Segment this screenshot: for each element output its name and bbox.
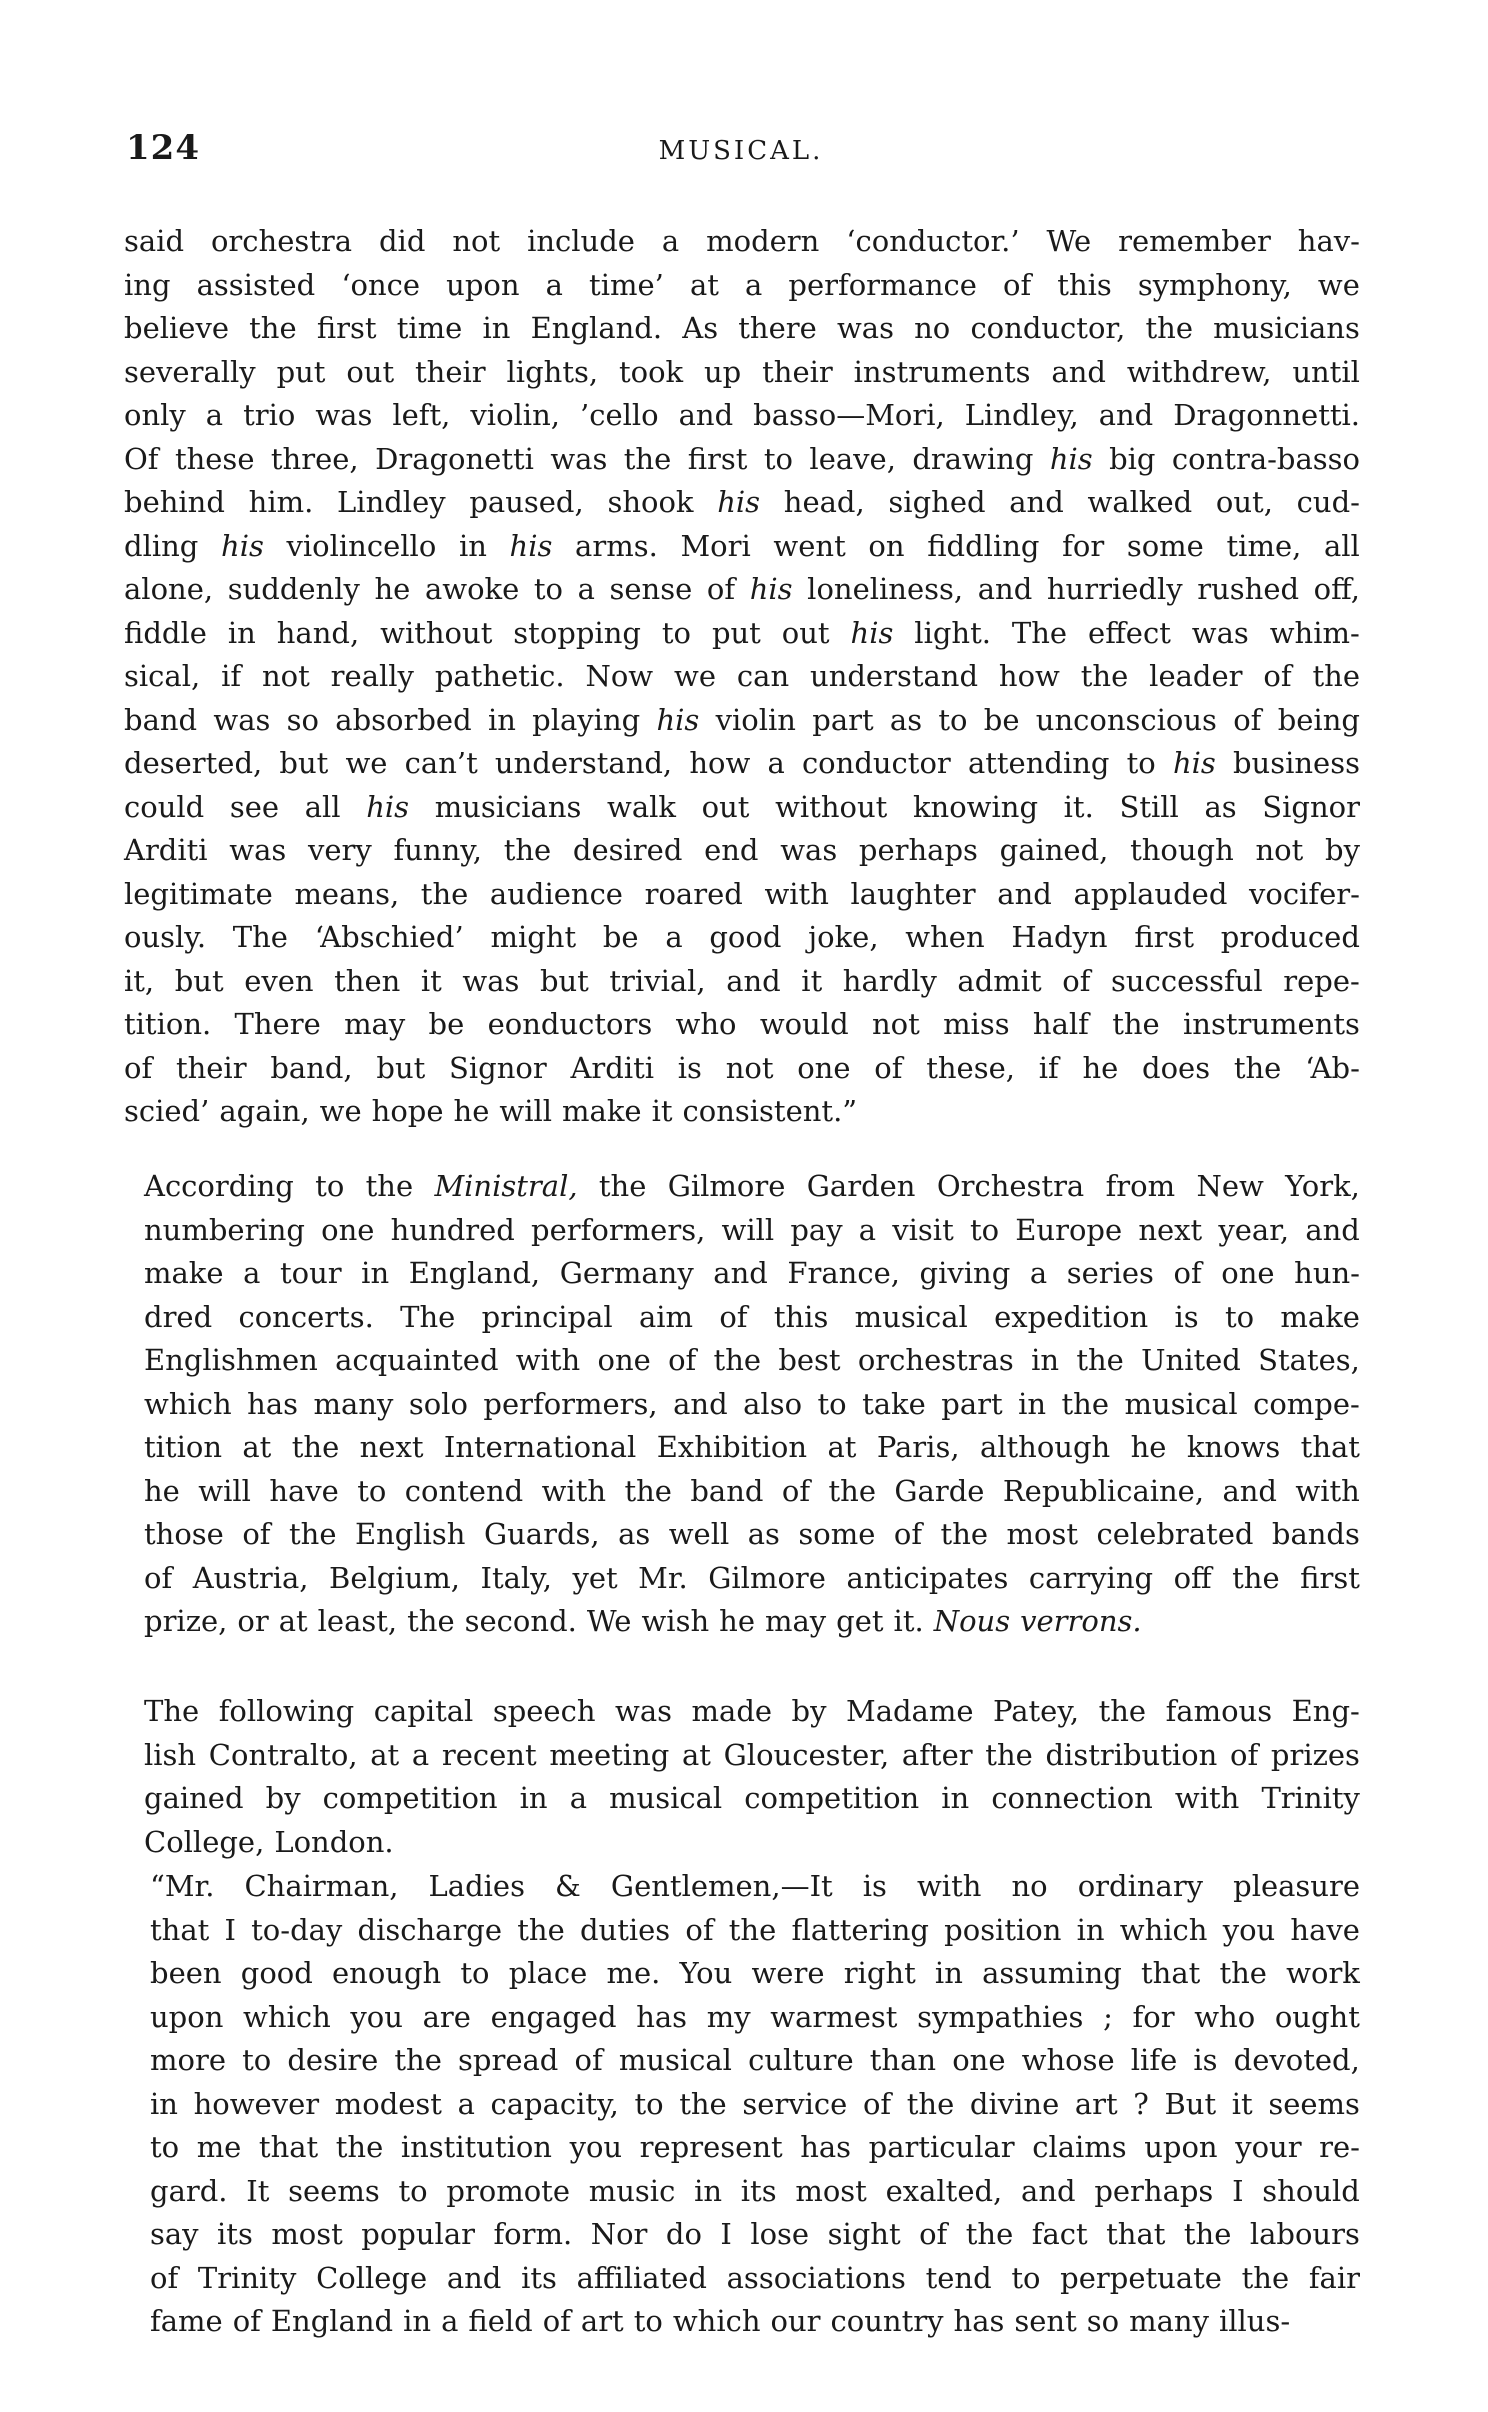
text-line: been good enough to place me. You were right in assuming that the work xyxy=(150,1956,1360,1990)
text-line: say its most popular form. Nor do I lose sight of the fact that the labours xyxy=(150,2217,1360,2251)
text-line: severally put out their lights, took up their instruments and withdrew, until xyxy=(124,354,1360,389)
text-line: of their band, but Signor Arditi is not one of these, if he does the ‘Ab- xyxy=(124,1050,1360,1085)
paragraph-patey-intro xyxy=(144,1690,1360,1864)
text-line: those of the English Guards, as well as some of the most celebrated bands xyxy=(144,1517,1360,1551)
text-line: he will have to contend with the band of the Garde Republicaine, and with xyxy=(144,1473,1360,1508)
text-line: fame of England in a field of art to which our country has sent so many illus- xyxy=(150,2304,1291,2338)
paragraph-orchestra-anecdote xyxy=(124,220,1360,1134)
text-line: legitimate means, the audience roared with laughter and applauded vocifer- xyxy=(124,876,1360,911)
text-line: Arditi was very funny, the desired end was perhaps gained, though not by xyxy=(124,833,1360,867)
paragraph-patey-speech xyxy=(150,1865,1360,2344)
text-line: Englishmen acquainted with one of the best orchestras in the United States, xyxy=(144,1343,1360,1377)
text-line: to me that the institution you represent has particular claims upon your re- xyxy=(150,2130,1360,2164)
text-line: more to desire the spread of musical culture than one whose life is devoted, xyxy=(150,2043,1360,2077)
text-line: “Mr. Chairman, Ladies & Gentlemen,—It is with no ordinary pleasure xyxy=(150,1869,1360,1903)
text-line: scied’ again, we hope he will make it consistent.” xyxy=(124,1094,858,1128)
text-line: make a tour in England, Germany and France, giving a series of one hun- xyxy=(144,1256,1360,1290)
text-line: could see all his musicians walk out without knowing it. Still as Signor xyxy=(124,789,1360,824)
text-line: According to the Ministral, the Gilmore Garden Orchestra from New York, xyxy=(144,1169,1360,1203)
running-title: MUSICAL. xyxy=(658,136,824,166)
text-line: gained by competition in a musical competition in connection with Trinity xyxy=(144,1781,1360,1815)
text-line: College, London. xyxy=(144,1824,394,1859)
paragraph-gilmore-orchestra xyxy=(144,1165,1360,1644)
text-line: band was so absorbed in playing his violin part as to be unconscious of being xyxy=(124,702,1360,737)
text-line: of Trinity College and its affiliated associations tend to perpetuate the fair xyxy=(150,2260,1360,2295)
text-line: it, but even then it was but trivial, and it hardly admit of successful repe- xyxy=(124,963,1360,998)
text-line: tition at the next International Exhibition at Paris, although he knows that xyxy=(144,1430,1360,1464)
text-line: dling his violincello in his arms. Mori went on fiddling for some time, all xyxy=(124,528,1360,563)
text-line: sical, if not really pathetic. Now we can understand how the leader of the xyxy=(124,659,1360,693)
text-line: lish Contralto, at a recent meeting at Gloucester, after the distribution of prizes xyxy=(144,1737,1360,1772)
text-line: behind him. Lindley paused, shook his head, sighed and walked out, cud- xyxy=(124,485,1360,519)
text-line: ing assisted ‘once upon a time’ at a performance of this symphony, we xyxy=(124,267,1360,302)
text-line: The following capital speech was made by Madame Patey, the famous Eng- xyxy=(144,1694,1360,1728)
text-line: Of these three, Dragonetti was the first to leave, drawing his big contra-basso xyxy=(124,441,1360,476)
page-number: 124 xyxy=(126,128,200,168)
text-line: only a trio was left, violin, ’cello and basso—Mori, Lindley, and Dragonnetti. xyxy=(124,398,1360,432)
text-line: which has many solo performers, and also to take part in the musical compe- xyxy=(144,1386,1360,1421)
text-line: deserted, but we can’t understand, how a conductor attending to his business xyxy=(124,746,1360,780)
text-line: dred concerts. The principal aim of this musical expedition is to make xyxy=(144,1299,1360,1334)
text-line: in however modest a capacity, to the service of the divine art ? But it seems xyxy=(150,2086,1360,2121)
text-line: gard. It seems to promote music in its most exalted, and perhaps I should xyxy=(150,2173,1360,2208)
text-line: said orchestra did not include a modern ‘conductor.’ We remember hav- xyxy=(124,224,1360,258)
text-line: tition. There may be eonductors who would not miss half the instruments xyxy=(124,1007,1360,1041)
text-line: ously. The ‘Abschied’ might be a good joke, when Hadyn first produced xyxy=(124,920,1360,954)
text-line: alone, suddenly he awoke to a sense of his loneliness, and hurriedly rushed off, xyxy=(124,572,1360,606)
text-line: believe the first time in England. As there was no conductor, the musicians xyxy=(124,311,1360,345)
text-line: upon which you are engaged has my warmest sympathies ; for who ought xyxy=(150,1999,1360,2034)
text-line: fiddle in hand, without stopping to put out his light. The effect was whim- xyxy=(124,615,1360,650)
text-line: of Austria, Belgium, Italy, yet Mr. Gilmore anticipates carrying off the first xyxy=(144,1560,1360,1595)
text-line: that I to-day discharge the duties of the flattering position in which you have xyxy=(150,1912,1360,1947)
text-line: numbering one hundred performers, will pay a visit to Europe next year, and xyxy=(144,1212,1360,1247)
running-head xyxy=(126,128,1356,178)
text-line: prize, or at least, the second. We wish he may get it. Nous verrons. xyxy=(144,1604,1142,1638)
